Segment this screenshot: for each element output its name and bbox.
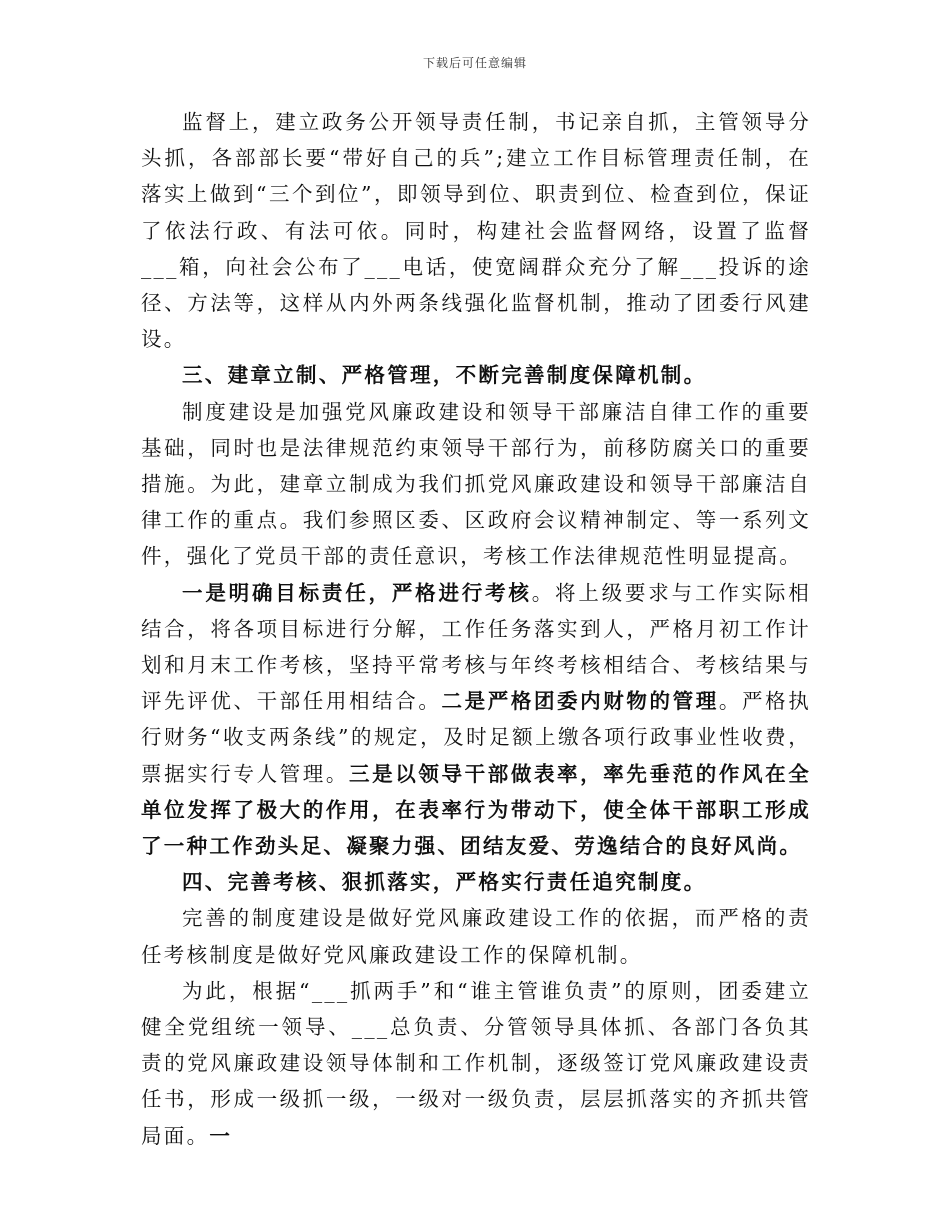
paragraph-measures xyxy=(141,575,811,865)
page-header-note: 下载后可任意编辑 xyxy=(422,56,527,70)
measure-one-text: 。将上级要求与工作实际相结合，将各项目标进行分解，工作任务落实到人，严格月初工作计划和月末工作考核，坚持平常考核与年终考核相结合、考核结果与评先评优、干部任用相结合。 xyxy=(141,580,811,714)
paragraph-supervision: 监督上，建立政务公开领导责任制，书记亲自抓，主管领导分头抓，各部部长要“带好自己的兵”;建立工作目标管理责任制，在落实上做到“三个到位”，即领导到位、职责到位、检查到位，保证了依法行政、有法可依。同时，构建社会监督网络，设置了监督___箱，向社会公布了___电话，使宽阔群众充分了解___投诉的途径、方法等，这样从内外两条线强化监督机制，推动了团委行风建设。 xyxy=(141,110,811,352)
paragraph-system-building: 制度建设是加强党风廉政建设和领导干部廉洁自律工作的重要基础，同时也是法律规范约束领导干部行为，前移防腐关口的重要措施。为此，建章立制成为我们抓党风廉政建设和领导干部廉洁自律工作的重点。我们参照区委、区政府会议精神制定、等一系列文件，强化了党员干部的责任意识，考核工作法律规范性明显提高。 xyxy=(141,399,811,569)
paragraph-assessment: 完善的制度建设是做好党风廉政建设工作的依据，而严格的责任考核制度是做好党风廉政建设工作的保障机制。 xyxy=(141,906,811,967)
measure-two-text: 。严格执行财务“收支两条线”的规定，及时足额上缴各项行政事业性收费，票据实行专人管理。 xyxy=(141,689,811,786)
measure-one-title: 一是明确目标责任，严格进行考核 xyxy=(182,580,532,605)
measure-two-title: 二是严格团委内财物的管理 xyxy=(441,689,719,714)
responsibility-text: 为此，根据“___抓两手”和“谁主管谁负责”的原则，团委建立健全党组统一领导、___总负责、分管领导具体抓、各部门各负其责的党风廉政建设领导体制和工作机制，逐级签订党风廉政建设责任书，形成一级抓一级，一级对一级负责，层层抓落实的齐抓共管局面。 xyxy=(141,978,811,1148)
section-heading-four: 四、完善考核、狠抓落实，严格实行责任追究制度。 xyxy=(182,870,707,895)
section-heading-three: 三、建章立制、严格管理，不断完善制度保障机制。 xyxy=(182,363,707,388)
trailing-bold-text: 一 xyxy=(209,1123,233,1148)
paragraph-responsibility xyxy=(141,973,811,1154)
document-body xyxy=(141,104,811,1154)
measure-three-text: 三是以领导干部做表率，率先垂范的作风在全单位发挥了极大的作用，在表率行为带动下，使全体干部职工形成了一种工作劲头足、凝聚力强、团结友爱、劳逸结合的良好风尚。 xyxy=(141,761,811,859)
